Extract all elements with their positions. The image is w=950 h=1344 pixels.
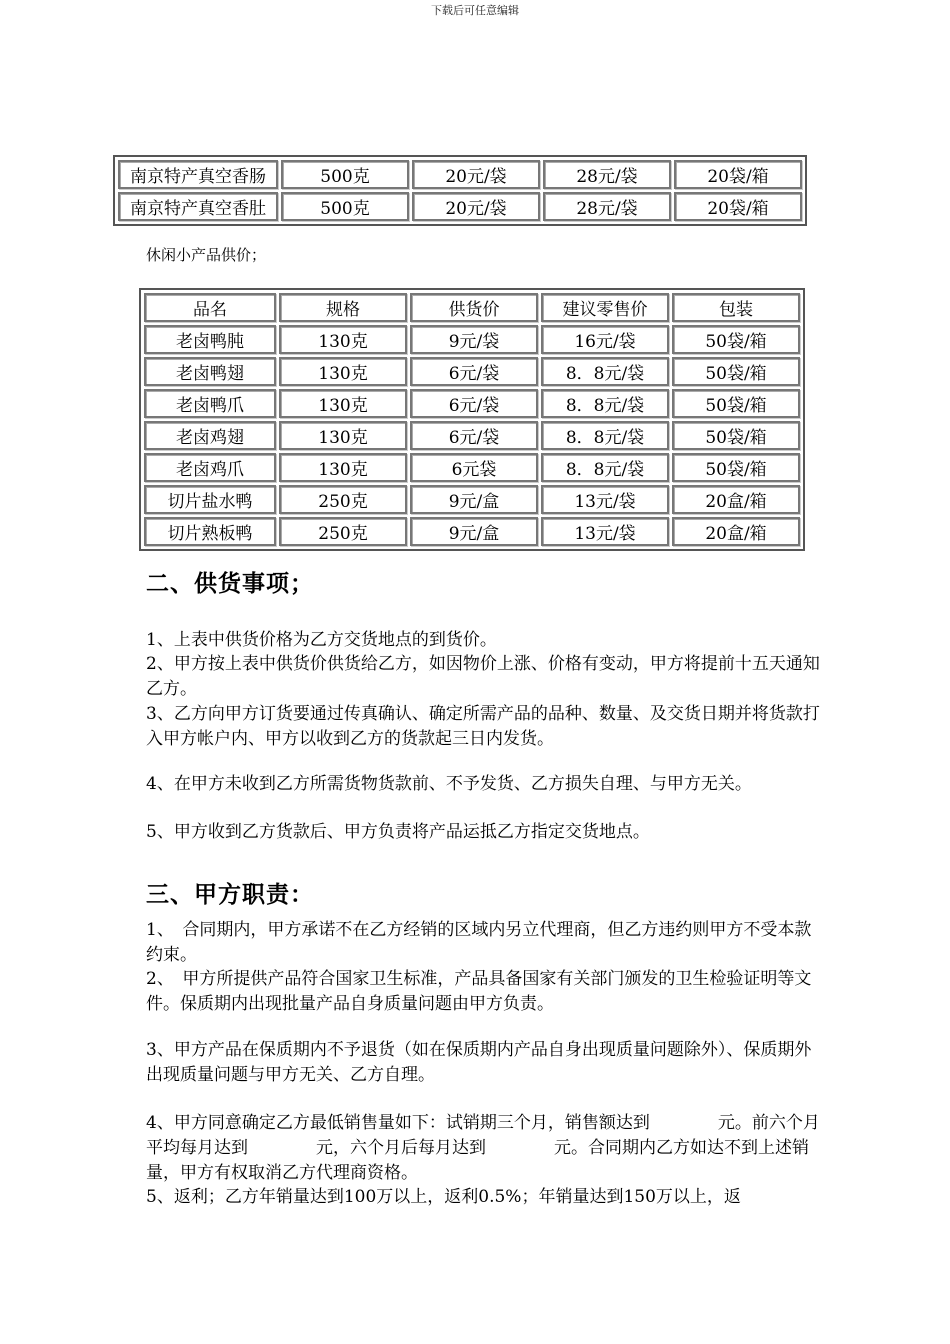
table-cell: 50袋/箱 bbox=[672, 453, 800, 482]
table-cell: 20元/袋 bbox=[412, 192, 540, 221]
column-header: 供货价 bbox=[410, 293, 538, 322]
table-cell: 6元/袋 bbox=[410, 357, 538, 386]
table-cell: 20元/袋 bbox=[412, 160, 540, 189]
table-cell: 老卤鸭翅 bbox=[144, 357, 276, 386]
table-cell: 6元/袋 bbox=[410, 389, 538, 418]
table-cell: 20盒/箱 bbox=[672, 485, 800, 514]
table-cell: 8．8元/袋 bbox=[541, 357, 669, 386]
table-cell: 50袋/箱 bbox=[672, 421, 800, 450]
table-cell: 130克 bbox=[279, 357, 407, 386]
table-cell: 老卤鸭肫 bbox=[144, 325, 276, 354]
paragraph: 5、甲方收到乙方货款后、甲方负责将产品运抵乙方指定交货地点。 bbox=[146, 822, 650, 842]
table-cell: 20袋/箱 bbox=[674, 160, 802, 189]
paragraph: 4、甲方同意确定乙方最低销售量如下：试销期三个月，销售额达到 元。前六个月平均每月达到 元，六个月后每月达到 元。合同期内乙方如达不到上述销量，甲方有权取消乙方代理商资格。 bbox=[146, 1113, 820, 1183]
table-cell: 切片盐水鸭 bbox=[144, 485, 276, 514]
table-cell: 切片熟板鸭 bbox=[144, 517, 276, 546]
table-cell: 8．8元/袋 bbox=[541, 389, 669, 418]
table-cell: 9元/袋 bbox=[410, 325, 538, 354]
table-cell: 20盒/箱 bbox=[672, 517, 800, 546]
table-cell: 250克 bbox=[279, 517, 407, 546]
table-row bbox=[144, 325, 800, 354]
table-cell: 老卤鸭爪 bbox=[144, 389, 276, 418]
column-header: 建议零售价 bbox=[541, 293, 669, 322]
column-header: 包装 bbox=[672, 293, 800, 322]
table-cell: 500克 bbox=[281, 160, 409, 189]
table-cell: 50袋/箱 bbox=[672, 389, 800, 418]
paragraph: 5、返利；乙方年销量达到100万以上，返利0.5%；年销量达到150万以上，返 bbox=[146, 1187, 741, 1207]
table-cell: 9元/盒 bbox=[410, 517, 538, 546]
column-header: 品名 bbox=[144, 293, 276, 322]
table-row bbox=[118, 192, 802, 221]
table-cell: 130克 bbox=[279, 421, 407, 450]
paragraph: 2、 甲方所提供产品符合国家卫生标准，产品具备国家有关部门颁发的卫生检验证明等文件。保质期内出现批量产品自身质量问题由甲方负责。 bbox=[146, 969, 812, 1014]
table-row bbox=[144, 389, 800, 418]
table-header-row bbox=[144, 293, 800, 322]
table-cell: 南京特产真空香肠 bbox=[118, 160, 278, 189]
table-row bbox=[144, 517, 800, 546]
table-cell: 南京特产真空香肚 bbox=[118, 192, 278, 221]
paragraph: 4、在甲方未收到乙方所需货物货款前、不予发货、乙方损失自理、与甲方无关。 bbox=[146, 774, 752, 794]
table-cell: 28元/袋 bbox=[543, 192, 671, 221]
table-cell: 8．8元/袋 bbox=[541, 453, 669, 482]
table-cell: 50袋/箱 bbox=[672, 357, 800, 386]
table-cell: 9元/盒 bbox=[410, 485, 538, 514]
column-header: 规格 bbox=[279, 293, 407, 322]
table-cell: 28元/袋 bbox=[543, 160, 671, 189]
table-cell: 6元/袋 bbox=[410, 421, 538, 450]
table-cell: 130克 bbox=[279, 389, 407, 418]
table-cell: 50袋/箱 bbox=[672, 325, 800, 354]
table-row bbox=[144, 421, 800, 450]
table-cell: 8．8元/袋 bbox=[541, 421, 669, 450]
table-cell: 老卤鸡翅 bbox=[144, 421, 276, 450]
table-cell: 13元/袋 bbox=[541, 517, 669, 546]
product-table-top bbox=[113, 155, 807, 226]
table-cell: 130克 bbox=[279, 325, 407, 354]
table-row bbox=[144, 453, 800, 482]
table-cell: 老卤鸡爪 bbox=[144, 453, 276, 482]
section-heading-party-a-duties: 三、甲方职责： bbox=[146, 882, 314, 908]
table-cell: 6元袋 bbox=[410, 453, 538, 482]
section-heading-supply: 二、供货事项； bbox=[146, 571, 314, 597]
table-cell: 16元/袋 bbox=[541, 325, 669, 354]
table-cell: 13元/袋 bbox=[541, 485, 669, 514]
paragraph: 2、甲方按上表中供货价供货给乙方，如因物价上涨、价格有变动，甲方将提前十五天通知乙方。 bbox=[146, 654, 820, 699]
table-cell: 250克 bbox=[279, 485, 407, 514]
page-header: 下载后可任意编辑 bbox=[431, 4, 519, 17]
paragraph: 3、甲方产品在保质期内不予退货（如在保质期内产品自身出现质量问题除外）、保质期外出现质量问题与甲方无关、乙方自理。 bbox=[146, 1040, 812, 1085]
table-cell: 20袋/箱 bbox=[674, 192, 802, 221]
snack-price-table bbox=[139, 288, 805, 551]
table-caption: 休闲小产品供价； bbox=[146, 246, 267, 264]
table-row bbox=[144, 485, 800, 514]
table-cell: 500克 bbox=[281, 192, 409, 221]
table-row bbox=[144, 357, 800, 386]
table-row bbox=[118, 160, 802, 189]
paragraph: 3、乙方向甲方订货要通过传真确认、确定所需产品的品种、数量、及交货日期并将货款打入甲方帐户内、甲方以收到乙方的货款起三日内发货。 bbox=[146, 704, 820, 749]
paragraph: 1、 合同期内，甲方承诺不在乙方经销的区域内另立代理商，但乙方违约则甲方不受本款约束。 bbox=[146, 920, 812, 965]
paragraph: 1、上表中供货价格为乙方交货地点的到货价。 bbox=[146, 630, 497, 650]
table-cell: 130克 bbox=[279, 453, 407, 482]
